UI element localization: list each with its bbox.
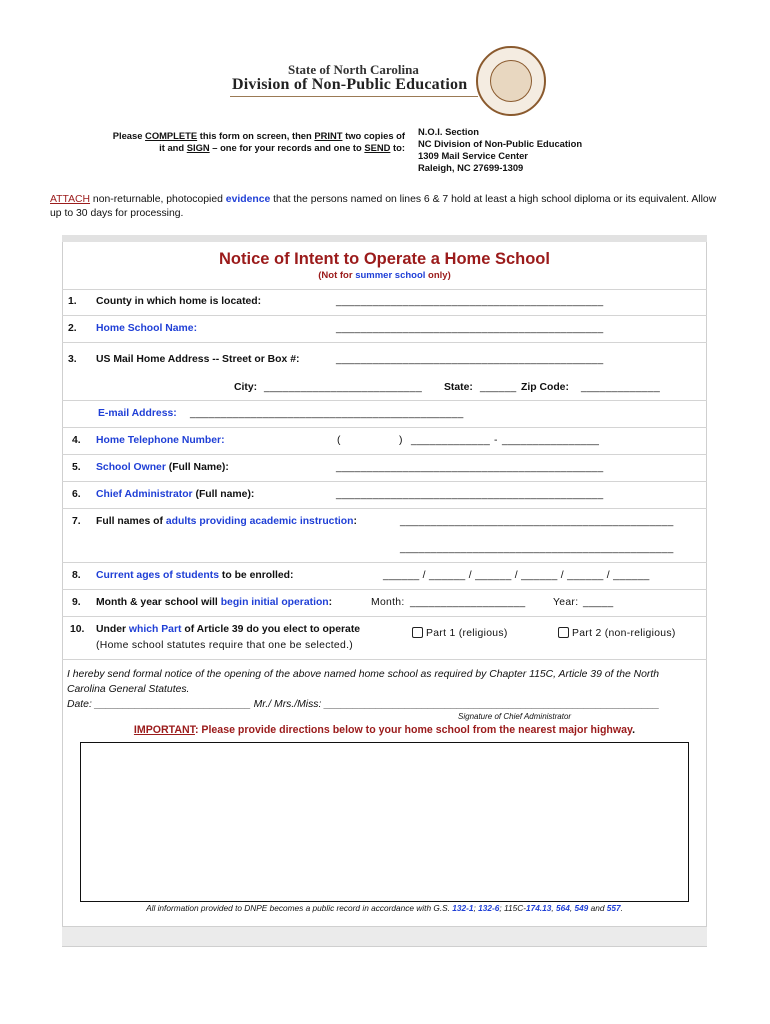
phone-area-close: )	[399, 435, 403, 446]
divider	[62, 659, 707, 660]
item-number: 7.	[72, 516, 81, 527]
directions-textarea[interactable]	[80, 742, 689, 902]
item-number: 1.	[68, 296, 77, 307]
date-field[interactable]: ___________________________	[94, 699, 251, 710]
attach-notice: ATTACH non-returnable, photocopied evidence that the persons named on lines 6 & 7 hold at least a high school diploma or its equivalent. Allow up to 30 days for processing.	[50, 194, 717, 219]
part2-option[interactable]: Part 2 (non-religious)	[558, 627, 676, 639]
part1-option[interactable]: Part 1 (religious)	[412, 627, 508, 639]
part1-checkbox[interactable]	[412, 627, 423, 638]
signature-field[interactable]: __________________________________________________________	[324, 699, 660, 710]
mailing-address: N.O.I. Section NC Division of Non-Public Education 1309 Mail Service Center Raleigh, NC 27699-1309	[418, 126, 583, 173]
school-name-label: Home School Name:	[96, 323, 198, 334]
item-number: 4.	[72, 435, 81, 446]
zip-label: Zip Code:	[521, 382, 569, 393]
item-number: 2.	[68, 323, 77, 334]
phone-label: Home Telephone Number:	[96, 435, 225, 446]
adults-label: Full names of adults providing academic instruction:	[96, 516, 357, 527]
email-field[interactable]: _____________________________________________	[190, 408, 464, 419]
email-label: E-mail Address:	[98, 408, 177, 419]
street-field[interactable]: ____________________________________________	[336, 354, 604, 365]
article-part-label: Under which Part of Article 39 do you elect to operate	[96, 624, 361, 635]
school-name-field[interactable]: ____________________________________________	[336, 323, 604, 334]
divider	[62, 562, 707, 563]
divider	[62, 454, 707, 455]
ages-label: Current ages of students to be enrolled:	[96, 570, 294, 581]
address-label: US Mail Home Address -- Street or Box #:	[96, 354, 300, 365]
item-number: 8.	[72, 570, 81, 581]
declaration-text: I hereby send formal notice of the opening of the above named home school as required by Chapter 115C, Article 39 of the North Carolina General Statutes. Date: ___________________________ Mr./ Mrs./Miss: __________________________________________________________	[67, 669, 660, 710]
ages-field[interactable]: ______ / ______ / ______ / ______ / ______ / ______	[383, 570, 650, 581]
city-label: City:	[234, 382, 258, 393]
item-number: 3.	[68, 354, 77, 365]
header-division: Division of Non-Public Education	[232, 76, 468, 93]
public-record-notice: All information provided to DNPE becomes a public record in accordance with G.S. 132-1; 132-6; 115C-174.13, 564, 549 and 557.	[146, 903, 623, 913]
divider	[62, 508, 707, 509]
state-field[interactable]: ______	[480, 382, 517, 393]
adults-field-2[interactable]: _____________________________________________	[400, 543, 674, 554]
state-label: State:	[444, 382, 473, 393]
form-bottom-band	[62, 926, 707, 946]
city-field[interactable]: __________________________	[264, 382, 423, 393]
county-field[interactable]: ____________________________________________	[336, 296, 604, 307]
zip-field[interactable]: _____________	[581, 382, 661, 393]
part2-checkbox[interactable]	[558, 627, 569, 638]
divider	[62, 427, 707, 428]
item-number: 10.	[70, 624, 85, 635]
header-state: State of North Carolina	[288, 62, 419, 77]
item-number: 5.	[72, 462, 81, 473]
month-label: Month:	[371, 597, 405, 608]
divider	[62, 315, 707, 316]
administrator-field[interactable]: ____________________________________________	[336, 489, 604, 500]
owner-label: School Owner (Full Name):	[96, 462, 229, 473]
phone-prefix-field[interactable]: _____________	[411, 435, 491, 446]
important-note: IMPORTANT: Please provide directions below to your home school from the nearest major highway.	[133, 724, 636, 736]
form-subtitle: (Not for summer school only)	[318, 270, 451, 281]
form-top-band	[62, 235, 707, 242]
year-label: Year:	[553, 597, 579, 608]
submission-instructions: Please COMPLETE this form on screen, then PRINT two copies of it and SIGN – one for your records and one to SEND to:	[112, 130, 405, 153]
phone-line-field[interactable]: ________________	[502, 435, 600, 446]
phone-area-open: (	[337, 435, 341, 446]
county-label: County in which home is located:	[96, 296, 262, 307]
divider	[62, 589, 707, 590]
month-field[interactable]: ___________________	[410, 597, 526, 608]
header-divider	[230, 96, 478, 97]
administrator-label: Chief Administrator (Full name):	[96, 489, 255, 500]
year-field[interactable]: _____	[583, 597, 614, 608]
owner-field[interactable]: ____________________________________________	[336, 462, 604, 473]
phone-dash: -	[494, 435, 498, 446]
item-number: 9.	[72, 597, 81, 608]
article-part-note: (Home school statutes require that one be selected.)	[96, 640, 354, 651]
item-number: 6.	[72, 489, 81, 500]
start-date-label: Month & year school will begin initial operation:	[96, 597, 333, 608]
divider	[62, 342, 707, 343]
divider	[62, 289, 707, 290]
form-title: Notice of Intent to Operate a Home School	[219, 250, 550, 268]
divider	[62, 481, 707, 482]
adults-field-1[interactable]: _____________________________________________	[400, 516, 674, 527]
signature-caption: Signature of Chief Administrator	[458, 712, 572, 721]
divider	[62, 616, 707, 617]
state-seal-icon	[476, 46, 546, 116]
divider	[62, 400, 707, 401]
